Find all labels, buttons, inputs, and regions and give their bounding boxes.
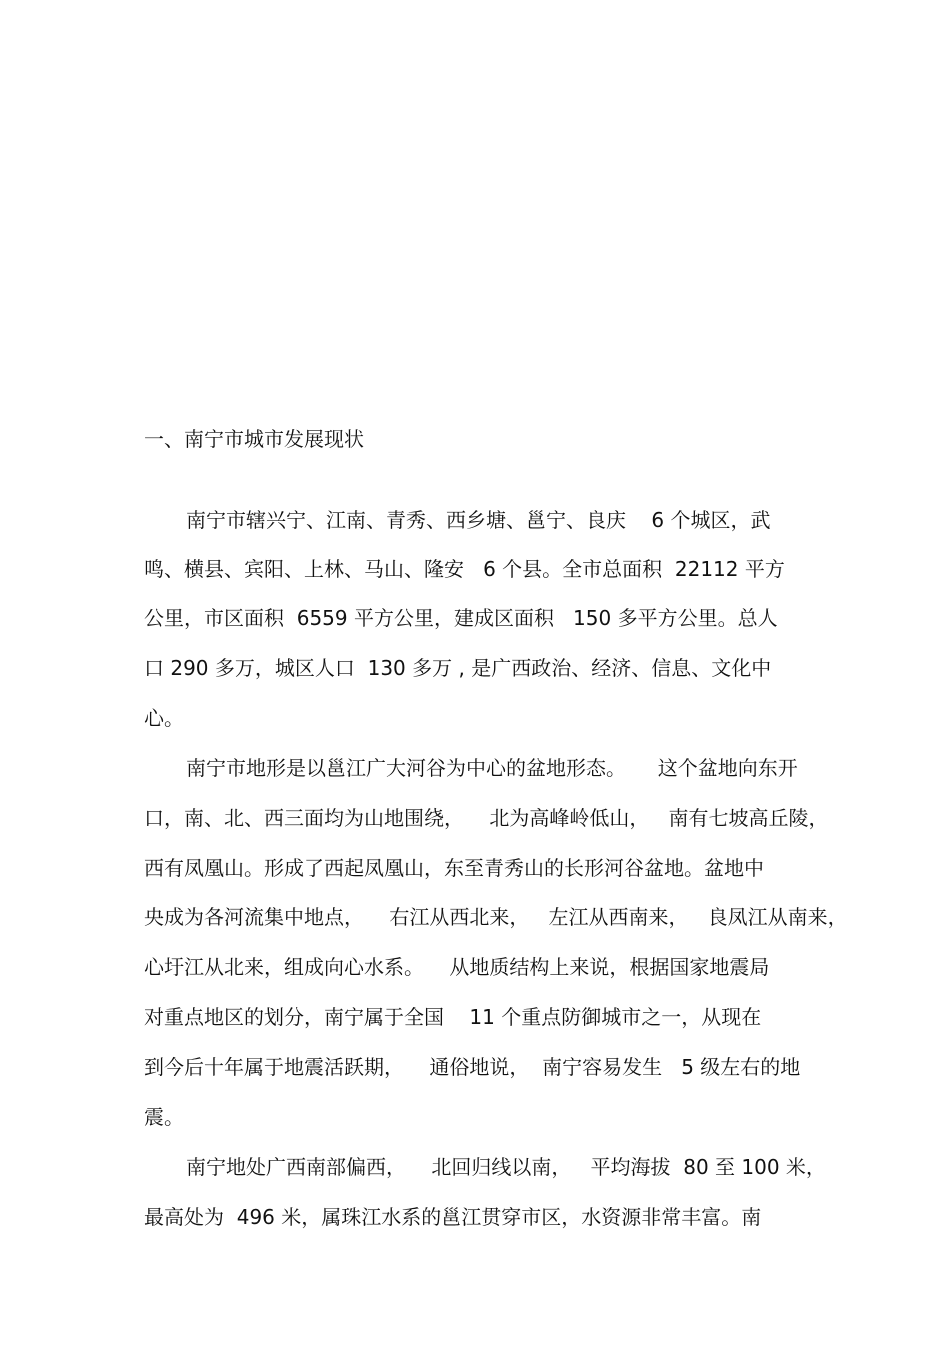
paragraph-1-line-4: 口 290 多万，城区人口 130 多万 , 是广西政治、经济、信息、文化中 — [144, 656, 772, 680]
paragraph-3-line-2: 最高处为 496 米，属珠江水系的邕江贯穿市区，水资源非常丰富。南 — [144, 1205, 762, 1229]
paragraph-2-line-3: 西有凤凰山。形成了西起凤凰山，东至青秀山的长形河谷盆地。盆地中 — [144, 856, 764, 880]
paragraph-1-line-5: 心。 — [144, 706, 184, 730]
paragraph-2-line-5: 心圩江从北来，组成向心水系。 从地质结构上来说，根据国家地震局 — [144, 955, 770, 979]
paragraph-2-line-2: 口，南、北、西三面均为山地围绕， 北为高峰岭低山， 南有七坡高丘陵， — [144, 806, 829, 830]
paragraph-2-line-4: 央成为各河流集中地点， 右江从西北来， 左江从西南来， 良凤江从南来， — [144, 905, 848, 929]
paragraph-1-line-1: 南宁市辖兴宁、江南、青秀、西乡塘、邕宁、良庆 6 个城区，武 — [186, 508, 771, 532]
paragraph-2-line-1: 南宁市地形是以邕江广大河谷为中心的盆地形态。 这个盆地向东开 — [186, 756, 798, 780]
paragraph-2-line-8: 震。 — [144, 1105, 184, 1129]
paragraph-2-line-7: 到今后十年属于地震活跃期， 通俗地说， 南宁容易发生 5 级左右的地 — [144, 1055, 801, 1079]
paragraph-1-line-2: 鸣、横县、宾阳、上林、马山、隆安 6 个县。全市总面积 22112 平方 — [144, 557, 785, 581]
section-heading: 一、南宁市城市发展现状 — [144, 427, 364, 451]
paragraph-2-line-6: 对重点地区的划分，南宁属于全国 11 个重点防御城市之一，从现在 — [144, 1005, 762, 1029]
paragraph-1-line-3: 公里，市区面积 6559 平方公里，建成区面积 150 多平方公里。总人 — [144, 606, 778, 630]
paragraph-3-line-1: 南宁地处广西南部偏西， 北回归线以南， 平均海拔 80 至 100 米， — [186, 1155, 826, 1179]
